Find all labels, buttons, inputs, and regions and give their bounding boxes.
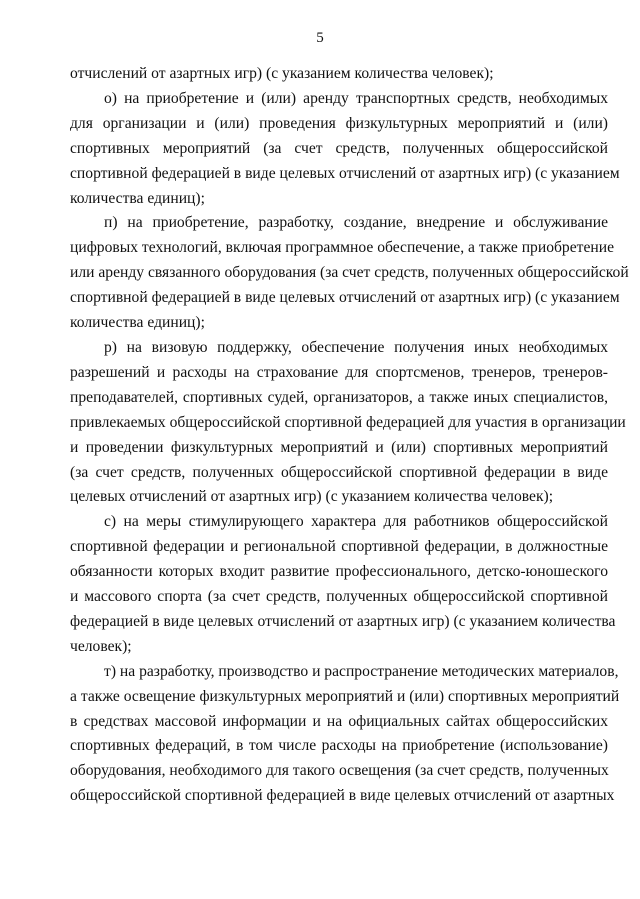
text-line: количества единиц);	[70, 314, 205, 332]
text-line: общероссийской спортивной федерацией в виде целевых отчислений от азартных	[70, 787, 615, 805]
text-line: разрешений и расходы на страхование для спортсменов, тренеров, тренеров-	[70, 363, 608, 381]
text-line: оборудования, необходимого для такого освещения (за счет средств, полученных	[70, 762, 609, 780]
text-line: и массового спорта (за счет средств, полученных общероссийской спортивной	[70, 588, 608, 606]
text-line: привлекаемых общероссийской спортивной федерацией для участия в организации	[70, 413, 626, 431]
text-line: о) на приобретение и (или) аренду транспортных средств, необходимых	[104, 89, 608, 107]
text-line: спортивной федерацией в виде целевых отчислений от азартных игр) (с указанием	[70, 289, 620, 307]
text-line: и проведении физкультурных мероприятий и (или) спортивных мероприятий	[70, 438, 608, 456]
text-line: целевых отчислений от азартных игр) (с указанием количества человек);	[70, 488, 554, 506]
text-line: или аренду связанного оборудования (за счет средств, полученных общероссийской	[70, 264, 629, 282]
paragraph-continuation	[70, 62, 608, 87]
text-line: для организации и (или) проведения физкультурных мероприятий и (или)	[70, 114, 608, 132]
text-line: спортивной федерации и региональной спортивной федерации, в должностные	[70, 538, 608, 556]
text-line: обязанности которых входит развитие профессионального, детско-юношеского	[70, 563, 608, 581]
text-line: спортивных федераций, в том числе расходы на приобретение (использование)	[70, 737, 608, 755]
text-line: в средствах массовой информации и на официальных сайтах общероссийских	[70, 712, 608, 730]
text-line: с) на меры стимулирующего характера для работников общероссийской	[104, 513, 608, 531]
text-line: а также освещение физкультурных мероприятий и (или) спортивных мероприятий	[70, 687, 620, 705]
text-line: человек);	[70, 637, 132, 655]
text-line: спортивной федерацией в виде целевых отчислений от азартных игр) (с указанием	[70, 164, 620, 182]
paragraph-item-o	[70, 87, 620, 212]
paragraph-item-r	[70, 336, 626, 510]
text-line: количества единиц);	[70, 189, 205, 207]
paragraph-item-t	[70, 660, 620, 809]
paragraph-item-s	[70, 510, 616, 659]
text-line: спортивных мероприятий (за счет средств, полученных общероссийской	[70, 139, 608, 157]
text-line: т) на разработку, производство и распространение методических материалов,	[104, 662, 619, 680]
text-line: отчислений от азартных игр) (с указанием количества человек);	[70, 65, 494, 82]
text-line: (за счет средств, полученных общероссийской спортивной федерации в виде	[70, 463, 608, 481]
text-line: федерацией в виде целевых отчислений от азартных игр) (с указанием количества	[70, 612, 616, 630]
page-number: 5	[316, 30, 324, 46]
document-body	[70, 62, 629, 809]
text-line: р) на визовую поддержку, обеспечение получения иных необходимых	[104, 338, 608, 356]
text-line: цифровых технологий, включая программное обеспечение, а также приобретение	[70, 239, 614, 257]
text-line: преподавателей, спортивных судей, организаторов, а также иных специалистов,	[70, 388, 608, 406]
text-line: п) на приобретение, разработку, создание, внедрение и обслуживание	[104, 214, 608, 232]
paragraph-item-p	[70, 211, 629, 336]
